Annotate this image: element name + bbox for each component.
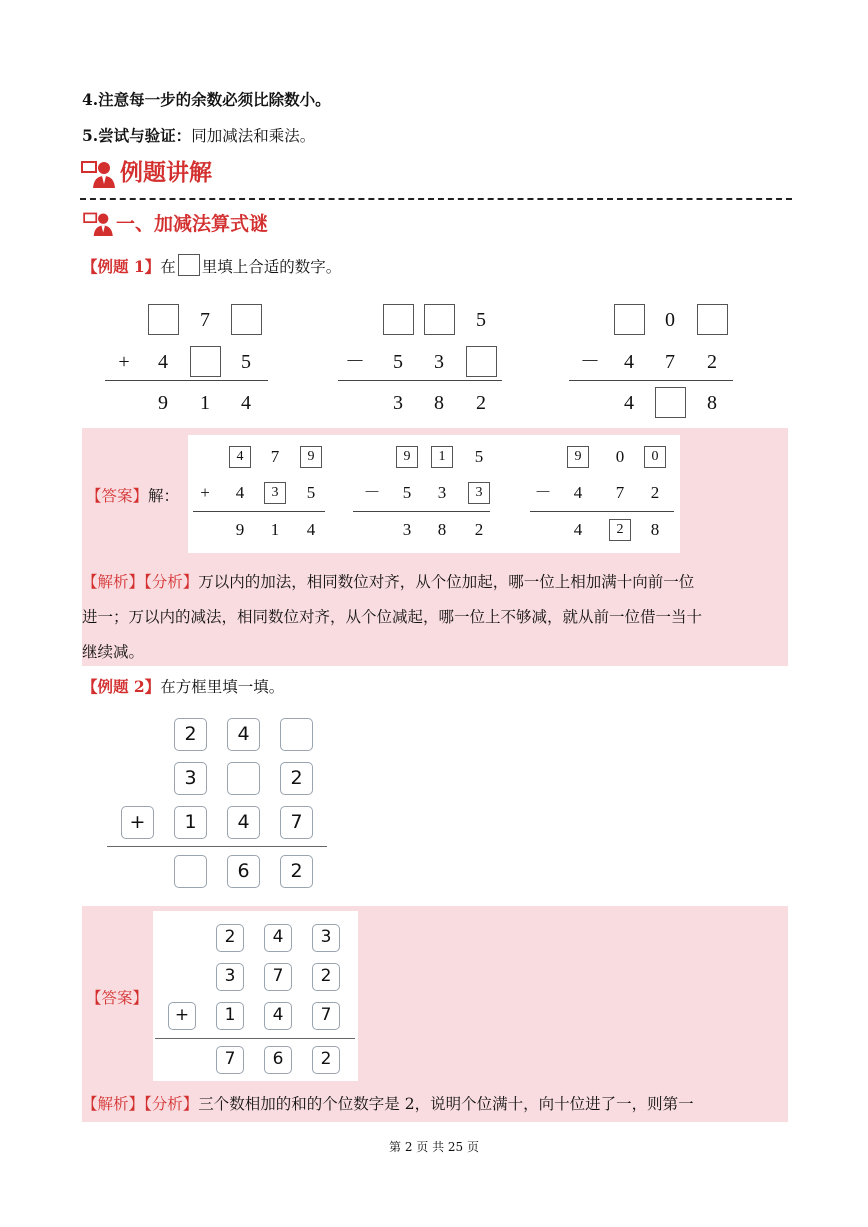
example1-answer-prefix: 解： (148, 487, 180, 505)
digit: 5 (241, 351, 251, 373)
blank-box (697, 304, 728, 335)
answer-filled-box: 2 (609, 519, 631, 541)
digit: 7 (665, 351, 675, 373)
answer-digit: 4 (573, 483, 583, 502)
digit: 4 (624, 351, 634, 373)
tip-5-label: 5.尝试与验证： (82, 126, 192, 145)
sum-line (338, 380, 502, 381)
example1-analysis-line-1 (82, 565, 788, 600)
answer-digit: 4 (573, 520, 583, 539)
digit: 8 (707, 392, 717, 414)
example1-label: 【例题 1】 (82, 257, 161, 276)
answer-rounded-box: 2 (312, 1046, 340, 1074)
example1-prompt (82, 254, 341, 280)
answer-filled-box: 9 (567, 446, 589, 468)
answer-filled-box: 0 (644, 446, 666, 468)
example2-label: 【例题 2】 (82, 677, 161, 696)
example1-answer-label: 【答案】 (86, 487, 149, 505)
blank-box (655, 387, 686, 418)
answer-operator-sign: － (534, 483, 552, 502)
blank-box (190, 346, 221, 377)
example2-analysis-text: 三个数相加的和的个位数字是 2，说明个位满十，向十位进了一，则第一 (198, 1095, 694, 1113)
example1-prompt-before: 在 (160, 258, 176, 276)
example1-analysis-line-2: 进一；万以内的减法，相同数位对齐，从个位减起，哪一位上不够减，就从前一位借一当十 (82, 608, 703, 626)
example1-analysis-label: 【解析】 (82, 573, 145, 591)
digit-rounded-box: 2 (174, 718, 207, 751)
example2-answer-image (153, 911, 358, 1081)
digit-rounded-box: 1 (174, 806, 207, 839)
digit: 9 (158, 392, 168, 414)
blank-box (148, 304, 179, 335)
example2-analysis (82, 1087, 788, 1122)
teacher-icon (80, 158, 116, 192)
answer-digit: 8 (650, 520, 660, 539)
answer-filled-box: 9 (300, 446, 322, 468)
digit: 3 (393, 392, 403, 414)
answer-digit: 1 (270, 520, 280, 539)
answer-rounded-box: 6 (264, 1046, 292, 1074)
sum-line (569, 380, 733, 381)
digit: 4 (624, 392, 634, 414)
answer-rounded-box: 7 (216, 1046, 244, 1074)
answer-rounded-box: 4 (264, 1002, 292, 1030)
digit: 3 (434, 351, 444, 373)
digit: 5 (393, 351, 403, 373)
answer-digit: 7 (270, 447, 280, 466)
answer-operator-sign: + (200, 483, 210, 502)
section-title: 例题讲解 (120, 160, 212, 186)
answer-filled-box: 9 (396, 446, 418, 468)
tip-4: 4.注意每一步的余数必须比除数小。 (82, 90, 331, 109)
answer-plus-sign-box: + (168, 1002, 196, 1030)
example2-answer-label: 【答案】 (86, 989, 149, 1007)
sum-line (107, 846, 327, 847)
example2-analysis-label: 【解析】 (82, 1095, 145, 1113)
digit: 7 (200, 309, 210, 331)
example2-prompt (82, 674, 284, 700)
example1-prompt-after: 里填上合适的数字。 (201, 258, 342, 276)
blank-box (424, 304, 455, 335)
example1-analysis-line-3: 继续减。 (82, 643, 145, 661)
digit-rounded-box: 4 (227, 806, 260, 839)
empty-rounded-box (227, 762, 260, 795)
answer-digit: 8 (437, 520, 447, 539)
answer-rounded-box: 7 (264, 963, 292, 991)
digit: 8 (434, 392, 444, 414)
example1-answer-line (86, 484, 179, 506)
digit: 4 (158, 351, 168, 373)
sum-line (105, 380, 268, 381)
answer-digit: 9 (235, 520, 245, 539)
section-divider (80, 198, 792, 200)
answer-rounded-box: 1 (216, 1002, 244, 1030)
answer-filled-box: 3 (264, 482, 286, 504)
answer-filled-box: 1 (431, 446, 453, 468)
digit: 1 (200, 392, 210, 414)
digit-rounded-box: 2 (280, 762, 313, 795)
answer-digit: 3 (402, 520, 412, 539)
answer-digit: 4 (306, 520, 316, 539)
digit: 5 (476, 309, 486, 331)
answer-digit: 5 (474, 447, 484, 466)
digit-rounded-box: 2 (280, 855, 313, 888)
answer-operator-sign: － (363, 483, 381, 502)
answer-rounded-box: 4 (264, 924, 292, 952)
answer-rounded-box: 3 (216, 963, 244, 991)
answer-sum-line (193, 511, 325, 512)
example1-analysis (82, 565, 788, 670)
answer-digit: 0 (615, 447, 625, 466)
teacher-icon-small (82, 210, 114, 240)
inline-blank-box (178, 254, 200, 276)
answer-sum-line (530, 511, 674, 512)
blank-box (614, 304, 645, 335)
digit-rounded-box: 3 (174, 762, 207, 795)
answer-sum-line (155, 1038, 355, 1039)
operator-sign: + (118, 351, 130, 373)
answer-sum-line (353, 511, 490, 512)
blank-box (231, 304, 262, 335)
digit: 4 (241, 392, 251, 414)
answer-digit: 4 (235, 483, 245, 502)
answer-rounded-box: 3 (312, 924, 340, 952)
answer-digit: 2 (650, 483, 660, 502)
answer-digit: 3 (437, 483, 447, 502)
example1-analysis-tag: 【分析】 (144, 573, 199, 591)
example1-analysis-text-1: 万以内的加法，相同数位对齐，从个位加起，哪一位上相加满十向前一位 (198, 573, 695, 591)
empty-rounded-box (280, 718, 313, 751)
answer-digit: 5 (402, 483, 412, 502)
digit-rounded-box: 7 (280, 806, 313, 839)
operator-sign: － (345, 351, 365, 373)
example1-answer-image (188, 435, 680, 553)
page-footer: 第 2 页 共 25 页 (389, 1140, 479, 1154)
digit: 2 (707, 351, 717, 373)
example2-analysis-tag: 【分析】 (144, 1095, 199, 1113)
digit-rounded-box: 6 (227, 855, 260, 888)
empty-rounded-box (174, 855, 207, 888)
digit: 0 (665, 309, 675, 331)
plus-sign-box: + (121, 806, 154, 839)
blank-box (466, 346, 497, 377)
digit: 2 (476, 392, 486, 414)
answer-digit: 5 (306, 483, 316, 502)
answer-filled-box: 4 (229, 446, 251, 468)
tip-5-text: 同加减法和乘法。 (191, 127, 316, 145)
digit-rounded-box: 4 (227, 718, 260, 751)
tip-5 (82, 124, 315, 146)
answer-rounded-box: 2 (312, 963, 340, 991)
answer-filled-box: 3 (468, 482, 490, 504)
subsection-title: 一、加减法算式谜 (116, 213, 269, 235)
answer-rounded-box: 7 (312, 1002, 340, 1030)
answer-digit: 2 (474, 520, 484, 539)
operator-sign: － (580, 351, 600, 373)
answer-rounded-box: 2 (216, 924, 244, 952)
blank-box (383, 304, 414, 335)
answer-digit: 7 (615, 483, 625, 502)
example2-prompt-text: 在方框里填一填。 (160, 678, 285, 696)
